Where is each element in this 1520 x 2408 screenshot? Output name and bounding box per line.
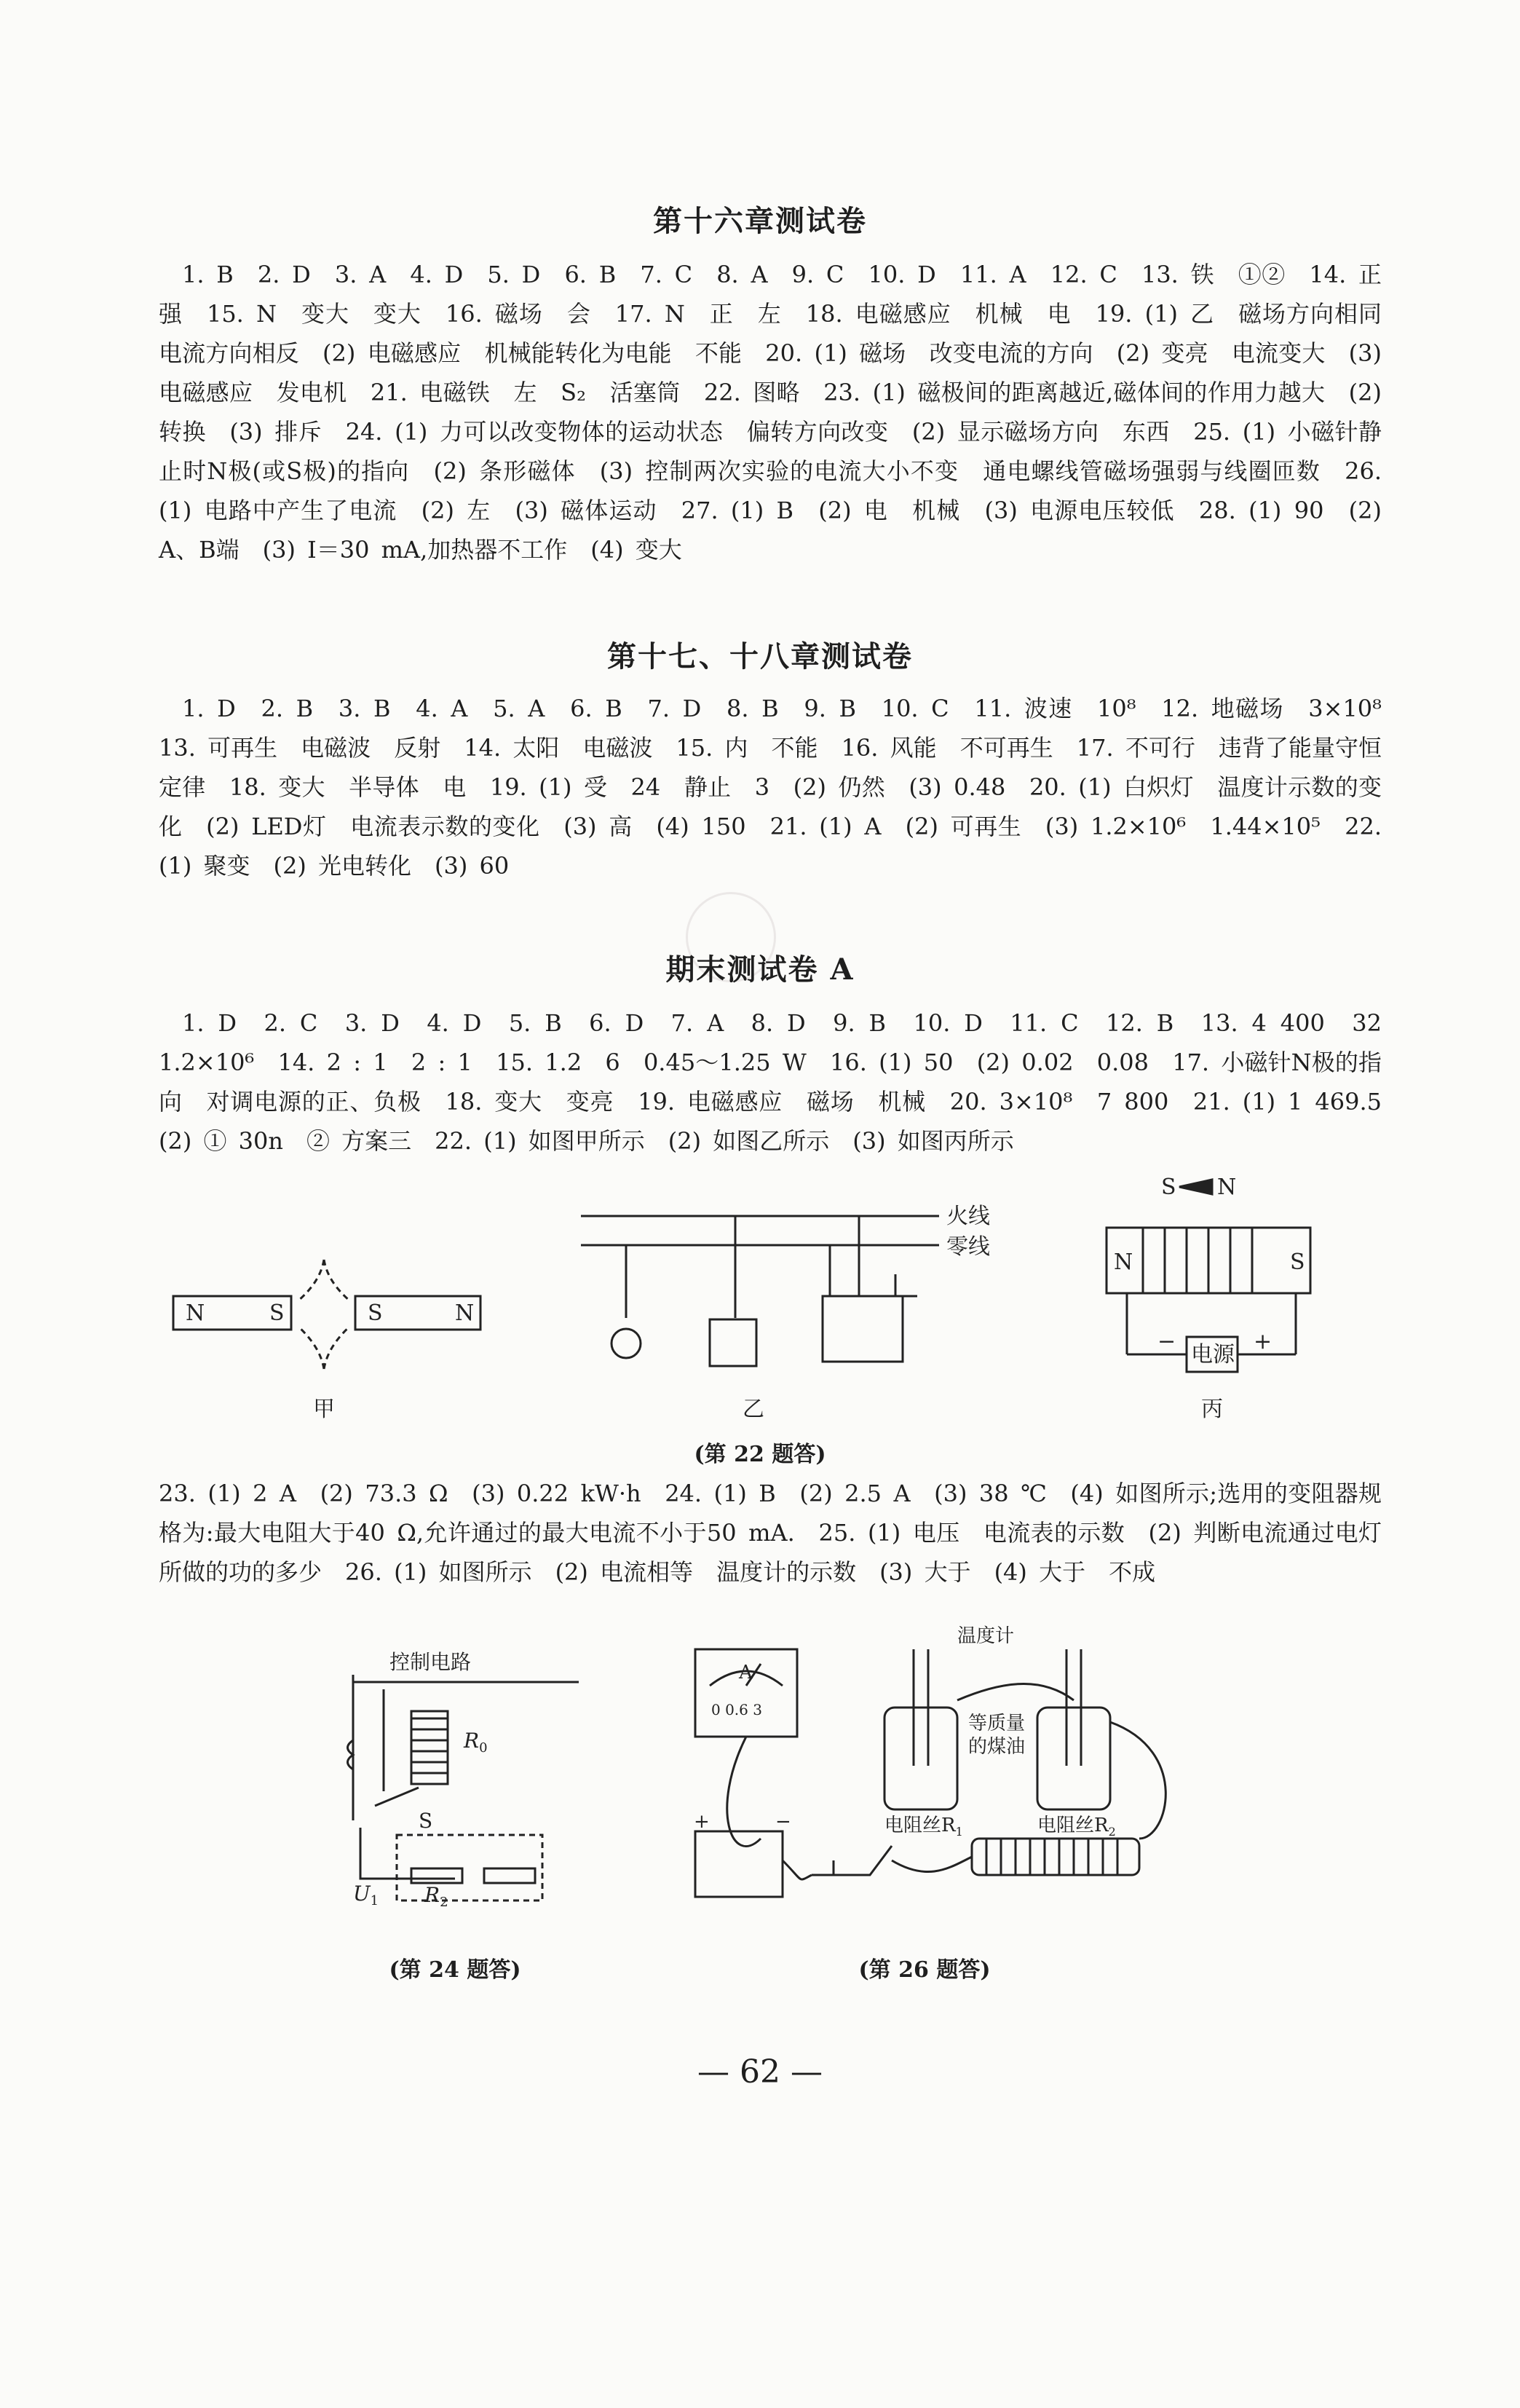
figure-26-caption: (第 26 题答)	[858, 1957, 991, 1983]
figure-22-caption: (第 22 题答)	[694, 1442, 826, 1467]
ammeter-scale: 0 0.6 3	[711, 1701, 762, 1718]
power-source-label: 电源	[1191, 1342, 1235, 1367]
figure-24-caption: (第 24 题答)	[389, 1957, 521, 1983]
page-number: — 62 —	[697, 2053, 823, 2091]
power-plus: +	[1254, 1329, 1272, 1354]
section-title-ch16: 第十六章测试卷	[653, 204, 867, 238]
coil-s: S	[1290, 1250, 1305, 1275]
r2-heater-label: 电阻丝$R_2$	[1037, 1815, 1116, 1839]
control-circuit-label: 控制电路	[389, 1650, 472, 1674]
answers-ch17-18: 1. D 2. B 3. B 4. A 5. A 6. B 7. D 8. B 9. B 10. C 11. 波速 10⁸ 12. 地磁场 3×10⁸ 13. 可再生 电磁波 反射 14. 太阳 电磁波 15. 内 不能 16. 风能 不可再生 17. 不可行 违背了能量守恒定律 18. 变大 半导体 电 19. (1) 受 24 静止 3 (2) 仍然 (3) 0.48 20. (1) 白炽灯 温度计示数的变化 (2) LED灯 电流表示数的变化 (3) 高 (4) 150 21. (1) A (2) 可再生 (3) 1.2×10⁶ 1.44×10⁵ 22. (1) 聚变 (2) 光电转化 (3) 60	[159, 695, 1406, 880]
magnet-left-s-pole: S	[269, 1300, 285, 1326]
label-yi: 乙	[743, 1397, 764, 1422]
battery-minus: −	[775, 1811, 791, 1833]
ammeter-a-label: A	[739, 1662, 753, 1683]
magnet-right-s-pole: S	[368, 1300, 383, 1326]
oil-label-line2: 的煤油	[968, 1736, 1026, 1758]
neutral-wire-label: 零线	[946, 1234, 990, 1260]
r0-label: $R_0$	[464, 1729, 488, 1756]
answers-final-a-continued: 23. (1) 2 A (2) 73.3 Ω (3) 0.22 kW·h 24. (1) B (2) 2.5 A (3) 38 ℃ (4) 如图所示;选用的变阻器规格为:最大电阻大于40 Ω,允许通过的最大电流不小于50 mA. 25. (1) 电压 电流表的示数 (2) 判断电流通过电灯所做的功的多少 26. (1) 如图所示 (2) 电流相等 温度计的示数 (3) 大于 (4) 大于 不成	[159, 1480, 1382, 1586]
compass-s: S	[1161, 1175, 1176, 1200]
coil-n: N	[1114, 1250, 1133, 1275]
label-jia: 甲	[313, 1397, 335, 1422]
figure-26	[666, 1620, 1190, 1911]
figure-24	[331, 1646, 593, 1908]
r1-label: 电阻丝$R_1$	[884, 1815, 963, 1839]
power-minus: −	[1157, 1329, 1176, 1354]
section-title-ch17-18: 第十七、十八章测试卷	[607, 639, 913, 674]
answers-final-a: 1. D 2. C 3. D 4. D 5. B 6. D 7. A 8. D 9. B 10. D 11. C 12. B 13. 4 400 32 1.2×10⁶ 14. 2 : 1 2 : 1 15. 1.2 6 0.45～1.25 W 16. (1) 50 (2) 0.02 0.08 17. 小磁针N极的指向 对调电源的正、负极 18. 变大 变亮 19. 电磁感应 磁场 机械 20. 3×10⁸ 7 800 21. (1) 1 469.5 (2) ① 30n ② 方案三 22. (1) 如图甲所示 (2) 如图乙所示 (3) 如图丙所示	[159, 1009, 1406, 1155]
battery-plus: +	[694, 1811, 710, 1833]
oil-label-line1: 等质量	[968, 1713, 1026, 1734]
r2-label: $R_2$	[424, 1883, 448, 1908]
label-bing: 丙	[1201, 1397, 1223, 1422]
switch-s-label: S	[419, 1809, 433, 1833]
magnet-right-n-pole: N	[455, 1300, 475, 1326]
section-title-final-a: 期末测试卷 A	[665, 952, 855, 987]
magnet-left-n-pole: N	[186, 1300, 205, 1326]
u1-label: $U_1$	[353, 1882, 379, 1908]
thermometer-label: 温度计	[957, 1625, 1015, 1647]
answers-ch16: 1. B 2. D 3. A 4. D 5. D 6. B 7. C 8. A 9. C 10. D 11. A 12. C 13. 铁 ①② 14. 正 强 15. N 变大 变大 16. 磁场 会 17. N 正 左 18. 电磁感应 机械 电 19. (1) 乙 磁场方向相同 电流方向相反 (2) 电磁感应 机械能转化为电能 不能 20. (1) 磁场 改变电流的方向 (2) 变亮 电流变大 (3) 电磁感应 发电机 21. 电磁铁 左 S₂ 活塞筒 22. 图略 23. (1) 磁极间的距离越近,磁体间的作用力越大 (2) 转换 (3) 排斥 24. (1) 力可以改变物体的运动状态 偏转方向改变 (2) 显示磁场方向 东西 25. (1) 小磁针静止时N极(或S极)的指向 (2) 条形磁体 (3) 控制两次实验的电流大小不变 通电螺线管磁场强弱与线圈匝数 26. (1) 电路中产生了电流 (2) 左 (3) 磁体运动 27. (1) B (2) 电 机械 (3) 电源电压较低 28. (1) 90 (2) A、B端 (3) I＝30 mA,加热器不工作 (4) 变大	[159, 261, 1406, 564]
figure-22	[0, 1165, 1520, 1427]
live-wire-label: 火线	[946, 1204, 990, 1229]
compass-n: N	[1217, 1175, 1237, 1200]
